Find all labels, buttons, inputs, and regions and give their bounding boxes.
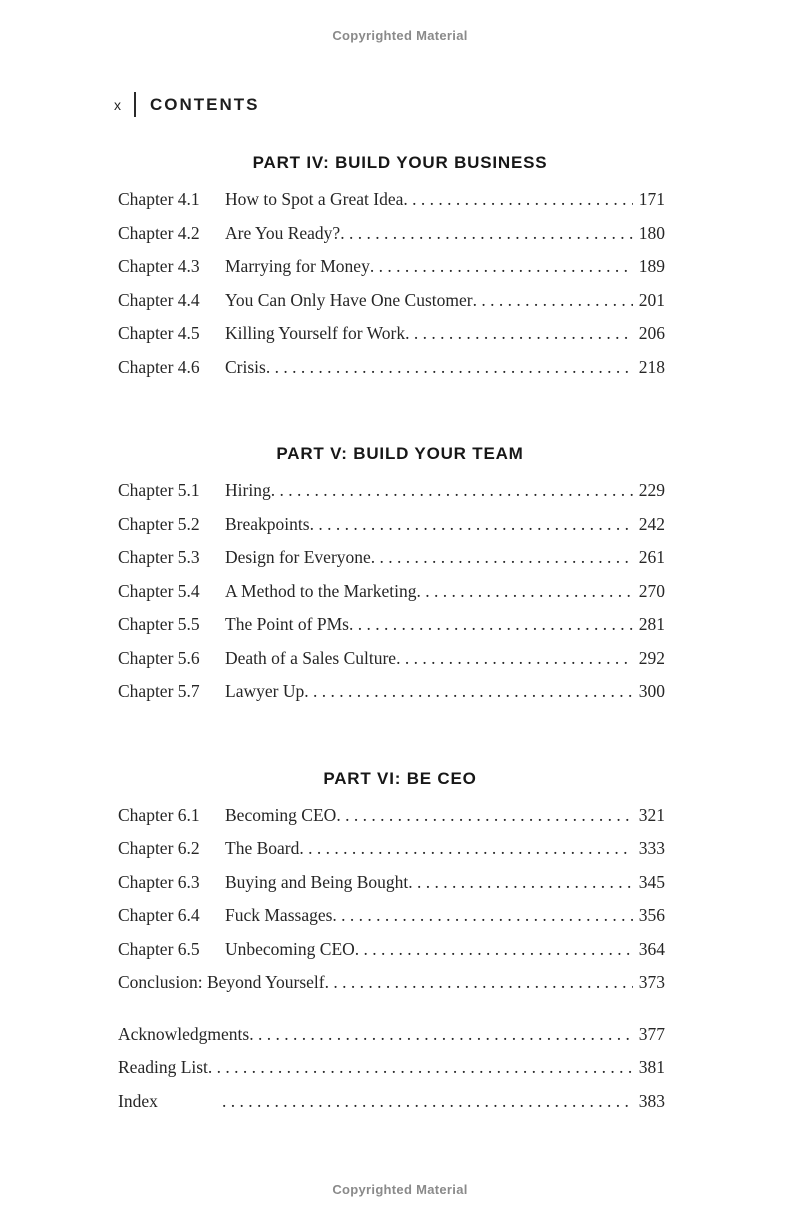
chapter-label: Chapter 4.3 [118,256,200,276]
dot-leader [340,217,633,251]
chapter-label: Chapter 5.7 [118,681,200,701]
chapter-title: The Board [225,838,300,858]
page-number: 218 [638,356,665,377]
toc-entry [118,217,665,251]
toc-entry-conclusion [118,966,665,1000]
chapter-title: Design for Everyone [225,547,371,567]
toc-entries [118,799,665,1000]
chapter-label: Chapter 6.5 [118,938,200,959]
toc-section-part-5 [0,441,800,709]
dot-leader [336,799,633,833]
toc-entry [118,642,665,676]
dot-leader [371,541,633,575]
toc-entries [118,183,665,384]
chapter-title: Crisis [225,356,266,377]
chapter-label: Chapter 5.6 [118,647,200,668]
chapter-label: Chapter 4.6 [118,356,200,377]
chapter-label: Chapter 4.4 [118,289,200,310]
contents-heading: CONTENTS [150,94,260,114]
back-matter-title: Reading List [118,1057,208,1077]
header-divider [134,92,136,117]
toc-entry [118,541,665,575]
chapter-title: Marrying for Money [225,256,370,276]
dot-leader [403,183,633,217]
page-number: 171 [638,189,665,209]
page-number: 242 [638,513,665,534]
page-number: 292 [638,647,665,668]
toc-entry [118,351,665,385]
page-number: 189 [638,256,665,276]
chapter-label: Chapter 5.3 [118,547,200,567]
page-number: 383 [638,1090,665,1111]
chapter-label: Chapter 4.5 [118,323,200,343]
page-folio: x [114,96,121,113]
dot-leader [332,899,633,933]
dot-leader [325,966,633,1000]
toc-entry [118,1051,665,1085]
dot-leader [208,1051,633,1085]
chapter-label: Chapter 5.4 [118,580,200,601]
page-number: 281 [638,614,665,634]
dot-leader [355,933,633,967]
dot-leader [473,284,633,318]
toc-entry [118,284,665,318]
toc-entry [118,832,665,866]
toc-entry [118,866,665,900]
dot-leader [249,1018,633,1052]
toc-entry [118,575,665,609]
chapter-title: Death of a Sales Culture [225,647,397,668]
page-number: 356 [638,905,665,925]
toc-entries [118,474,665,709]
chapter-title: Unbecoming CEO [225,938,355,959]
toc-section-part-6 [0,766,800,1000]
toc-entry [118,933,665,967]
toc-entry [118,608,665,642]
page-number: 180 [638,222,665,243]
dot-leader [408,866,633,900]
page-number: 373 [638,972,665,992]
page-number: 229 [638,480,665,500]
page-number: 201 [638,289,665,310]
page-number: 300 [638,681,665,701]
dot-leader [396,642,633,676]
toc-entry [118,1018,665,1052]
page-number: 321 [638,804,665,825]
dot-leader [417,575,633,609]
back-matter-title: Acknowledgments [118,1023,250,1044]
part-heading: PART V: BUILD YOUR TEAM [276,444,524,463]
page-number: 206 [638,323,665,343]
back-matter [118,1018,665,1119]
toc-entry [118,675,665,709]
chapter-label: Chapter 6.3 [118,871,200,892]
toc-entry [118,250,665,284]
conclusion-title: Conclusion: Beyond Yourself [118,972,325,992]
dot-leader [310,508,633,542]
dot-leader [370,250,633,284]
toc-entry [118,899,665,933]
toc-entry [118,317,665,351]
chapter-title: You Can Only Have One Customer [225,289,473,310]
page-number: 377 [638,1023,665,1044]
chapter-title: How to Spot a Great Idea [225,189,404,209]
chapter-title: A Method to the Marketing [225,580,417,601]
page-number: 364 [638,938,665,959]
chapter-label: Chapter 4.2 [118,222,200,243]
dot-leader [405,317,633,351]
page-number: 270 [638,580,665,601]
chapter-title: Killing Yourself for Work [225,323,406,343]
chapter-label: Chapter 5.1 [118,480,200,500]
part-heading: PART VI: BE CEO [323,768,477,788]
chapter-title: Fuck Massages [225,905,333,925]
chapter-title: The Point of PMs [225,614,349,634]
chapter-title: Are You Ready? [225,222,341,243]
dot-leader [299,832,633,866]
part-heading: PART IV: BUILD YOUR BUSINESS [252,153,548,172]
chapter-label: Chapter 5.5 [118,614,200,634]
dot-leader [271,474,633,508]
toc-entry [118,474,665,508]
chapter-label: Chapter 6.1 [118,804,200,825]
chapter-title: Lawyer Up [225,681,305,701]
dot-leader [304,675,633,709]
copyright-banner-top: Copyrighted Material [332,28,468,43]
toc-entry [118,508,665,542]
chapter-label: Chapter 6.4 [118,905,200,925]
chapter-label: Chapter 4.1 [118,189,200,209]
running-head [114,91,260,118]
chapter-title: Buying and Being Bought [225,871,409,892]
chapter-title: Becoming CEO [225,804,337,825]
chapter-title: Hiring [225,480,271,500]
toc-entry [118,799,665,833]
chapter-title: Breakpoints [225,513,310,534]
page-number: 345 [638,871,665,892]
page-number: 333 [638,838,665,858]
chapter-label: Chapter 5.2 [118,513,200,534]
page-number: 261 [638,547,665,567]
dot-leader [349,608,633,642]
page-number: 381 [638,1057,665,1077]
toc-section-part-4 [0,150,800,384]
back-matter-title: Index [118,1090,158,1111]
chapter-label: Chapter 6.2 [118,838,200,858]
toc-entry [118,183,665,217]
copyright-banner-bottom: Copyrighted Material [332,1182,468,1197]
dot-leader [266,351,633,385]
toc-entry [118,1085,665,1119]
dot-leader [222,1085,633,1119]
